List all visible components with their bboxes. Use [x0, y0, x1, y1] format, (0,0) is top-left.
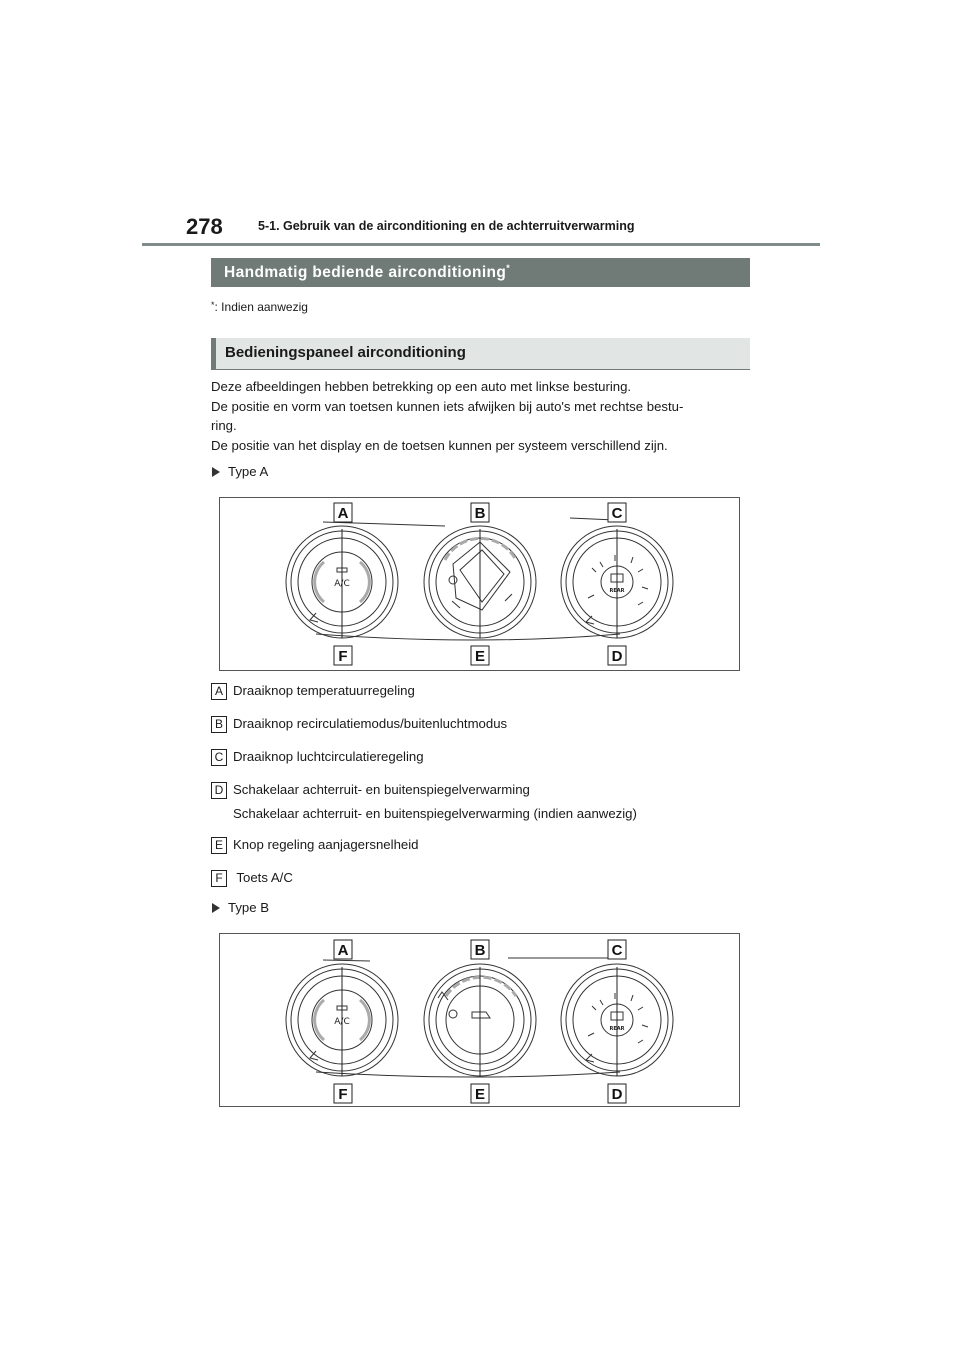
type-b-label — [212, 900, 269, 915]
section-heading — [211, 258, 750, 287]
header-rule — [142, 243, 820, 246]
figure-type-a-drawing — [220, 498, 739, 670]
legend-key: C — [211, 749, 227, 766]
section-heading-text: Handmatig bediende airconditioning — [224, 264, 507, 281]
footnote — [211, 300, 308, 314]
callout-e: E — [474, 648, 486, 665]
legend-text: Schakelaar achterruit- en buitenspiegelverwarming — [233, 782, 530, 797]
ac-knob-text: A/C — [334, 1017, 350, 1027]
legend-item — [211, 837, 419, 854]
footnote-mark: * — [211, 300, 215, 310]
running-header: 5-1. Gebruik van de airconditioning en de achterruitverwarming — [258, 219, 635, 233]
legend-key: B — [211, 716, 227, 733]
legend-item — [211, 870, 293, 887]
legend-text: Knop regeling aanjagersnelheid — [233, 837, 419, 852]
figure-type-a — [219, 497, 740, 671]
callout-f: F — [338, 1086, 348, 1103]
legend-text: Toets A/C — [233, 870, 293, 885]
section-heading-mark: * — [506, 263, 511, 273]
intro-text — [211, 377, 756, 455]
type-a-label-text: Type A — [228, 464, 269, 479]
callout-a: A — [337, 505, 349, 522]
legend-key: A — [211, 683, 227, 700]
legend-text: Draaiknop recirculatiemodus/buitenluchtmodus — [233, 716, 508, 731]
legend-text: Draaiknop luchtcirculatieregeling — [233, 749, 424, 764]
footnote-text: : Indien aanwezig — [214, 300, 308, 314]
legend-item — [211, 749, 424, 766]
intro-line: Deze afbeeldingen hebben betrekking op een auto met linkse besturing. — [211, 379, 632, 394]
rear-knob-text: REAR — [609, 588, 625, 594]
figure-type-b — [219, 933, 740, 1107]
callout-d: D — [611, 648, 623, 665]
intro-line: De positie van het display en de toetsen kunnen per systeem verschillend zijn. — [211, 437, 668, 453]
type-b-label-text: Type B — [228, 900, 270, 915]
legend-item — [211, 782, 530, 799]
arrow-right-icon — [212, 467, 220, 477]
legend-subtext: Schakelaar achterruit- en buitenspiegelverwarming (indien aanwezig) — [233, 806, 637, 821]
legend-text: Draaiknop temperatuurregeling — [233, 683, 415, 698]
rear-knob-text: REAR — [609, 1026, 625, 1032]
callout-c: C — [611, 505, 623, 522]
intro-line: De positie en vorm van toetsen kunnen iets afwijken bij auto's met rechtse bestu- — [211, 398, 684, 414]
legend-item — [211, 683, 415, 700]
legend-key: E — [211, 837, 227, 854]
legend-key: D — [211, 782, 227, 799]
type-a-label — [212, 464, 268, 479]
figure-type-b-drawing — [220, 934, 739, 1106]
page-number: 278 — [186, 214, 223, 239]
callout-f: F — [338, 648, 348, 665]
ac-knob-text: A/C — [334, 579, 350, 589]
callout-b: B — [474, 505, 486, 522]
legend-key: F — [211, 870, 227, 887]
callout-a: A — [337, 942, 349, 959]
arrow-right-icon — [212, 903, 220, 913]
callout-b: B — [474, 942, 486, 959]
subsection-heading: Bedieningspaneel airconditioning — [211, 338, 750, 370]
legend-item — [211, 716, 507, 733]
callout-d: D — [611, 1086, 623, 1103]
callout-e: E — [474, 1086, 486, 1103]
intro-line: ring. — [211, 418, 237, 433]
callout-c: C — [611, 942, 623, 959]
